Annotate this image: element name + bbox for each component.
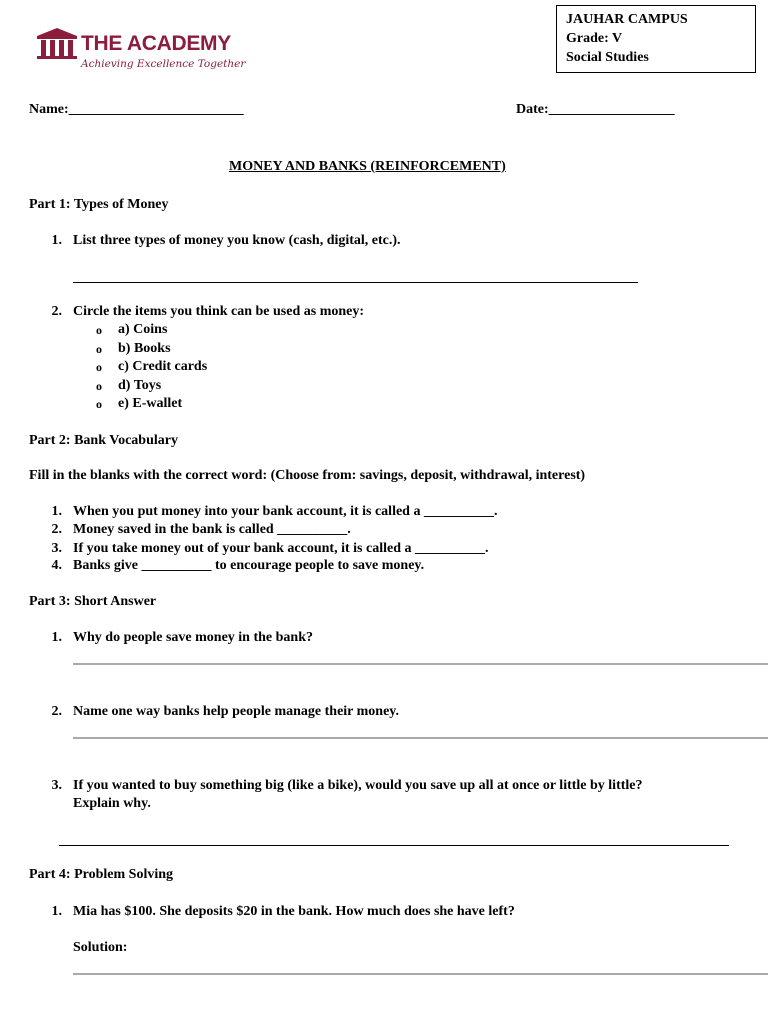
part1-question-2: Circle the items you think can be used as money: (73, 304, 365, 319)
answer-line[interactable] (73, 663, 768, 665)
part3-question-3-continued: Explain why. (73, 796, 151, 811)
logo-name: THE ACADEMY (81, 32, 231, 55)
part4-question-1: Mia has $100. She deposits $20 in the bank. How much does she have left? (73, 904, 515, 919)
part2-heading: Part 2: Bank Vocabulary (29, 433, 178, 448)
part3-question-2: Name one way banks help people manage their money. (73, 704, 400, 719)
part3-heading: Part 3: Short Answer (29, 594, 157, 609)
part1-heading: Part 1: Types of Money (29, 197, 169, 212)
option-item[interactable]: a) Coins (118, 322, 168, 337)
question-number: 1. (51, 904, 62, 919)
question-number: 1. (51, 504, 62, 519)
question-number: 2. (51, 704, 62, 719)
fill-blank-item[interactable]: Banks give __________ to encourage people to save money. (73, 558, 425, 573)
question-number: 4. (51, 558, 62, 573)
part1-question-1: List three types of money you know (cash, digital, etc.). (73, 233, 401, 248)
part2-instruction: Fill in the blanks with the correct word: (Choose from: savings, deposit, withdrawal, interest) (29, 468, 586, 483)
academy-logo (35, 22, 265, 74)
question-number: 2. (51, 522, 62, 537)
grade-label: Grade: V (566, 31, 623, 46)
campus-info-box (556, 5, 756, 73)
option-item[interactable]: d) Toys (118, 378, 162, 393)
bullet-marker: o (96, 379, 102, 393)
option-item[interactable]: c) Credit cards (118, 359, 208, 374)
question-number: 3. (51, 541, 62, 556)
question-number: 3. (51, 778, 62, 793)
fill-blank-item[interactable]: Money saved in the bank is called __________. (73, 522, 351, 537)
solution-label: Solution: (73, 940, 128, 955)
question-number: 2. (51, 304, 62, 319)
academy-pillars-icon (35, 26, 79, 62)
fill-blank-item[interactable]: When you put money into your bank account, it is called a __________. (73, 504, 498, 519)
campus-name: JAUHAR CAMPUS (566, 12, 688, 27)
bullet-marker: o (96, 342, 102, 356)
part3-question-3: If you wanted to buy something big (like a bike), would you save up all at once or little by little? (73, 778, 643, 793)
name-field[interactable]: Name:_________________________ (29, 102, 244, 117)
part4-heading: Part 4: Problem Solving (29, 867, 174, 882)
bullet-marker: o (96, 360, 102, 374)
worksheet-title: MONEY AND BANKS (REINFORCEMENT) (229, 159, 506, 174)
logo-tagline: Achieving Excellence Together (81, 58, 246, 70)
bullet-marker: o (96, 323, 102, 337)
subject-label: Social Studies (566, 50, 649, 65)
answer-line[interactable] (73, 737, 768, 739)
question-number: 1. (51, 233, 62, 248)
bullet-marker: o (96, 397, 102, 411)
option-item[interactable]: b) Books (118, 341, 171, 356)
answer-line[interactable] (59, 845, 729, 846)
question-number: 1. (51, 630, 62, 645)
option-item[interactable]: e) E-wallet (118, 396, 183, 411)
answer-line[interactable] (73, 282, 638, 283)
fill-blank-item[interactable]: If you take money out of your bank account, it is called a __________. (73, 541, 489, 556)
date-field[interactable]: Date:__________________ (516, 102, 675, 117)
answer-line[interactable] (73, 973, 768, 975)
part3-question-1: Why do people save money in the bank? (73, 630, 313, 645)
